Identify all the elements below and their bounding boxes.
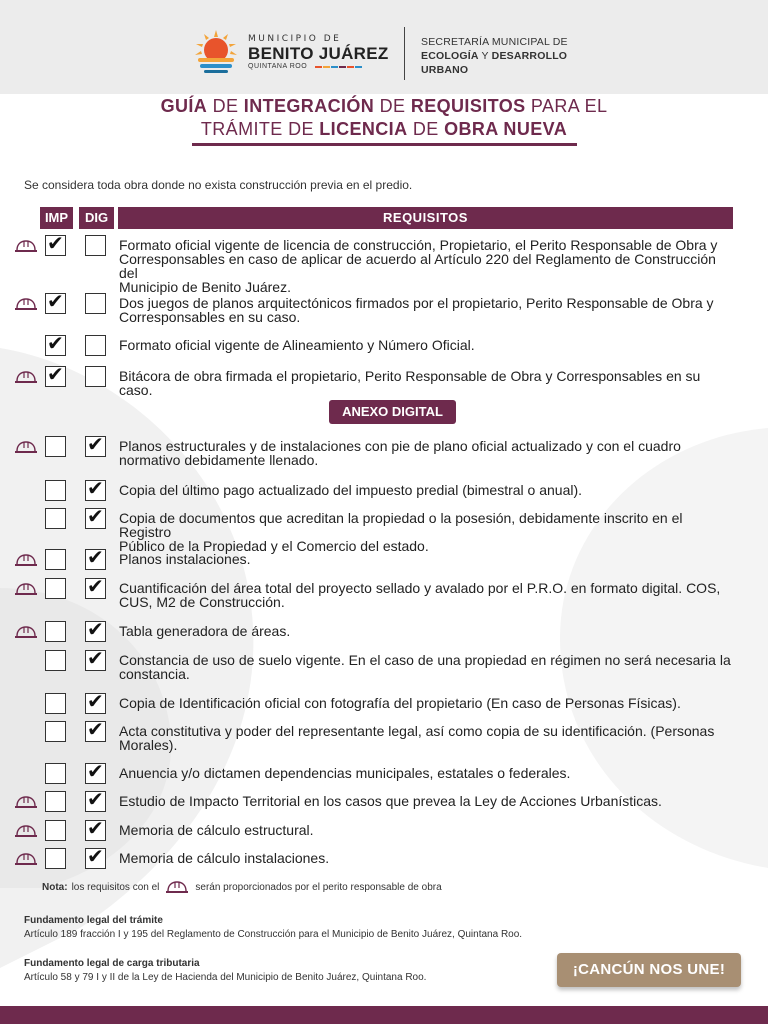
hard-hat-icon [14,625,38,639]
requirement-text-line: Anuencia y/o dictamen dependencias municipales, estatales o federales. [119,765,571,781]
hard-hat-icon [14,824,38,838]
imp-checkbox[interactable] [45,231,66,256]
imp-checkbox[interactable] [45,693,66,714]
imp-checkbox[interactable] [45,820,66,841]
checkmark-icon: ✔ [87,844,104,868]
title-segment: PARA EL [525,96,608,116]
dig-checkbox[interactable] [85,504,106,529]
hard-hat-icon [165,880,189,894]
requirement-text-line: Cuantificación del área total del proyecto sellado y avalado por el P.R.O. en formato digital. COS, [119,580,721,596]
imp-checkbox[interactable] [45,721,66,742]
document-title-line-1 [0,96,768,117]
dig-checkbox[interactable] [85,646,106,671]
requirement-text-line: Copia del último pago actualizado del impuesto predial (bimestral o anual). [119,482,583,498]
imp-checkbox[interactable] [45,650,66,671]
checkmark-icon: ✔ [87,689,104,713]
dig-checkbox[interactable] [85,574,106,599]
checkmark-icon: ✔ [87,574,104,598]
dig-checkbox[interactable] [85,787,106,812]
requirement-text [119,439,734,467]
dig-checkbox[interactable] [85,235,106,256]
requirement-text-line: Planos instalaciones. [119,551,251,567]
hard-hat-icon [14,795,38,809]
checkmark-icon: ✔ [87,545,104,569]
legal-carga-text: Artículo 58 y 79 I y II de la Ley de Hacienda del Municipio de Benito Juárez, Quintana Roo. [24,972,427,983]
document-title-line-2 [0,119,768,140]
checkmark-icon: ✔ [87,504,104,528]
checkmark-icon: ✔ [87,432,104,456]
imp-checkbox[interactable] [45,578,66,599]
requirement-text-line: Morales). [119,737,178,753]
requirement-text-line: Público de la Propiedad y el Comercio del estado. [119,538,429,554]
title-segment: DE [407,119,445,139]
requirement-text [119,238,734,294]
secretaria-line-2: ECOLOGÍA Y DESARROLLO [421,50,568,62]
hard-hat-icon [14,553,38,567]
requirement-text-line: Municipio de Benito Juárez. [119,279,291,295]
checkmark-icon: ✔ [47,331,64,355]
dig-checkbox[interactable] [85,545,106,570]
requirement-text [119,581,734,609]
imp-checkbox[interactable] [45,508,66,529]
requirement-text-line: constancia. [119,666,190,682]
requirement-text [119,624,734,638]
requirement-text-line: Copia de documentos que acreditan la propiedad o la posesión, debidamente inscrito en el Registro [119,510,683,540]
imp-checkbox[interactable] [45,480,66,501]
note-text-after: serán proporcionados por el perito responsable de obra [195,881,442,893]
title-segment: LICENCIA [319,119,408,139]
requirement-text [119,851,734,865]
title-segment: OBRA NUEVA [444,119,568,139]
checkmark-icon: ✔ [47,362,64,386]
intro-text: Se considera toda obra donde no exista construcción previa en el predio. [24,178,413,192]
legal-tramite-text: Artículo 189 fracción I y 195 del Reglamento de Construcción para el Municipio de Benito Juárez, Quintana Roo. [24,929,523,940]
column-header-dig: DIG [79,207,114,229]
requirement-text-line: Acta constitutiva y poder del representante legal, así como copia de su identificación. (Personas [119,723,715,739]
hard-hat-icon [14,440,38,454]
legal-tramite-title: Fundamento legal del trámite [24,915,163,926]
requirement-text [119,724,734,752]
imp-checkbox[interactable] [45,791,66,812]
imp-checkbox[interactable] [45,763,66,784]
imp-checkbox[interactable] [45,436,66,457]
requirement-text-line: Dos juegos de planos arquitectónicos firmados por el propietario, Perito Responsable de Obra y [119,295,714,311]
note-text-before: los requisitos con el [71,881,160,893]
footer-bar [0,1006,768,1024]
imp-checkbox[interactable] [45,289,66,314]
hard-hat-icon [14,370,38,384]
imp-checkbox[interactable] [45,848,66,869]
checkmark-icon: ✔ [87,476,104,500]
requirement-text-line: Corresponsables en caso de aplicar de acuerdo al Artículo 220 del Reglamento de Construcción del [119,251,716,281]
imp-checkbox[interactable] [45,331,66,356]
legal-basis-tramite [24,914,522,942]
secretaria-line-1: SECRETARÍA MUNICIPAL DE [421,36,568,48]
sun-logo-icon [192,28,240,76]
title-segment: GUÍA [160,96,208,116]
checkmark-icon: ✔ [47,231,64,255]
dig-checkbox[interactable] [85,816,106,841]
requirement-text-line: Bitácora de obra firmada el propietario, Perito Responsable de Obra y Corresponsables en su caso. [119,368,701,398]
column-header-requisitos: REQUISITOS [118,207,733,229]
imp-checkbox[interactable] [45,621,66,642]
requirement-text-line: Formato oficial vigente de licencia de construcción, Propietario, el Perito Responsable de Obra y [119,237,718,253]
checkmark-icon: ✔ [87,759,104,783]
requirement-text [119,552,734,566]
requirement-text [119,766,734,780]
dig-checkbox[interactable] [85,844,106,869]
requirement-text-line: Memoria de cálculo instalaciones. [119,850,330,866]
column-header-imp: IMP [40,207,73,229]
requirement-text-line: Formato oficial vigente de Alineamiento y Número Oficial. [119,337,475,353]
requirement-text [119,653,734,681]
requirement-text-line: Constancia de uso de suelo vigente. En el caso de una propiedad en régimen no será necesaria la [119,652,731,668]
state-text: QUINTANA ROO [248,63,308,70]
state-label [248,63,389,70]
note-label: Nota: [42,881,68,893]
hard-hat-icon [14,297,38,311]
requirement-text-line: Estudio de Impacto Territorial en los casos que prevea la Ley de Acciones Urbanísticas. [119,793,662,809]
hard-hat-icon [14,582,38,596]
dig-checkbox[interactable] [85,617,106,642]
muni-label: MUNICIPIO DE [248,34,342,44]
checkmark-icon: ✔ [87,646,104,670]
dig-checkbox[interactable] [85,717,106,742]
title-segment: TRÁMITE DE [200,119,320,139]
requirement-text-line: Tabla generadora de áreas. [119,623,291,639]
dig-checkbox[interactable] [85,759,106,784]
hard-hat-icon [14,239,38,253]
requirement-text-line: Copia de Identificación oficial con fotografía del propietario (En caso de Personas Físicas). [119,695,681,711]
header-divider [404,27,405,80]
requirement-text-line: Memoria de cálculo estructural. [119,822,314,838]
checkmark-icon: ✔ [87,787,104,811]
requirement-text [119,511,734,553]
color-bars [315,66,363,68]
slogan-badge: ¡CANCÚN NOS UNE! [557,953,741,987]
header [0,0,768,94]
legal-carga-title: Fundamento legal de carga tributaria [24,958,200,969]
imp-checkbox[interactable] [45,549,66,570]
secretaria-name [421,35,568,77]
checkmark-icon: ✔ [87,816,104,840]
municipal-logo [192,28,389,76]
dig-checkbox[interactable] [85,335,106,356]
requirement-text [119,369,734,397]
muni-name: BENITO JUÁREZ [248,44,389,63]
requirement-text [119,338,734,352]
annex-digital-header: ANEXO DIGITAL [329,400,456,424]
secretaria-line-3: URBANO [421,64,469,76]
title-segment: DE [374,96,411,116]
checkmark-icon: ✔ [87,717,104,741]
dig-checkbox[interactable] [85,689,106,714]
requirement-text [119,794,734,808]
imp-checkbox[interactable] [45,362,66,387]
checkmark-icon: ✔ [87,617,104,641]
dig-checkbox[interactable] [85,476,106,501]
title-segment: DE [207,96,244,116]
requirement-text-line: CUS, M2 de Construcción. [119,594,285,610]
dig-checkbox[interactable] [85,293,106,314]
requirement-text-line: normativo debidamente llenado. [119,452,319,468]
requirement-text [119,296,734,324]
requirement-text [119,696,734,710]
requirement-text [119,483,734,497]
hard-hat-icon [14,852,38,866]
requirement-text-line: Corresponsables en su caso. [119,309,301,325]
requirement-text [119,823,734,837]
dig-checkbox[interactable] [85,366,106,387]
title-segment: REQUISITOS [410,96,526,116]
footnote [42,880,442,894]
checkmark-icon: ✔ [47,289,64,313]
requirement-text-line: Planos estructurales y de instalaciones con pie de plano oficial actualizado y con el cuadro [119,438,681,454]
legal-basis-carga [24,957,426,985]
dig-checkbox[interactable] [85,432,106,457]
title-segment: INTEGRACIÓN [243,96,375,116]
title-underline [192,143,577,146]
